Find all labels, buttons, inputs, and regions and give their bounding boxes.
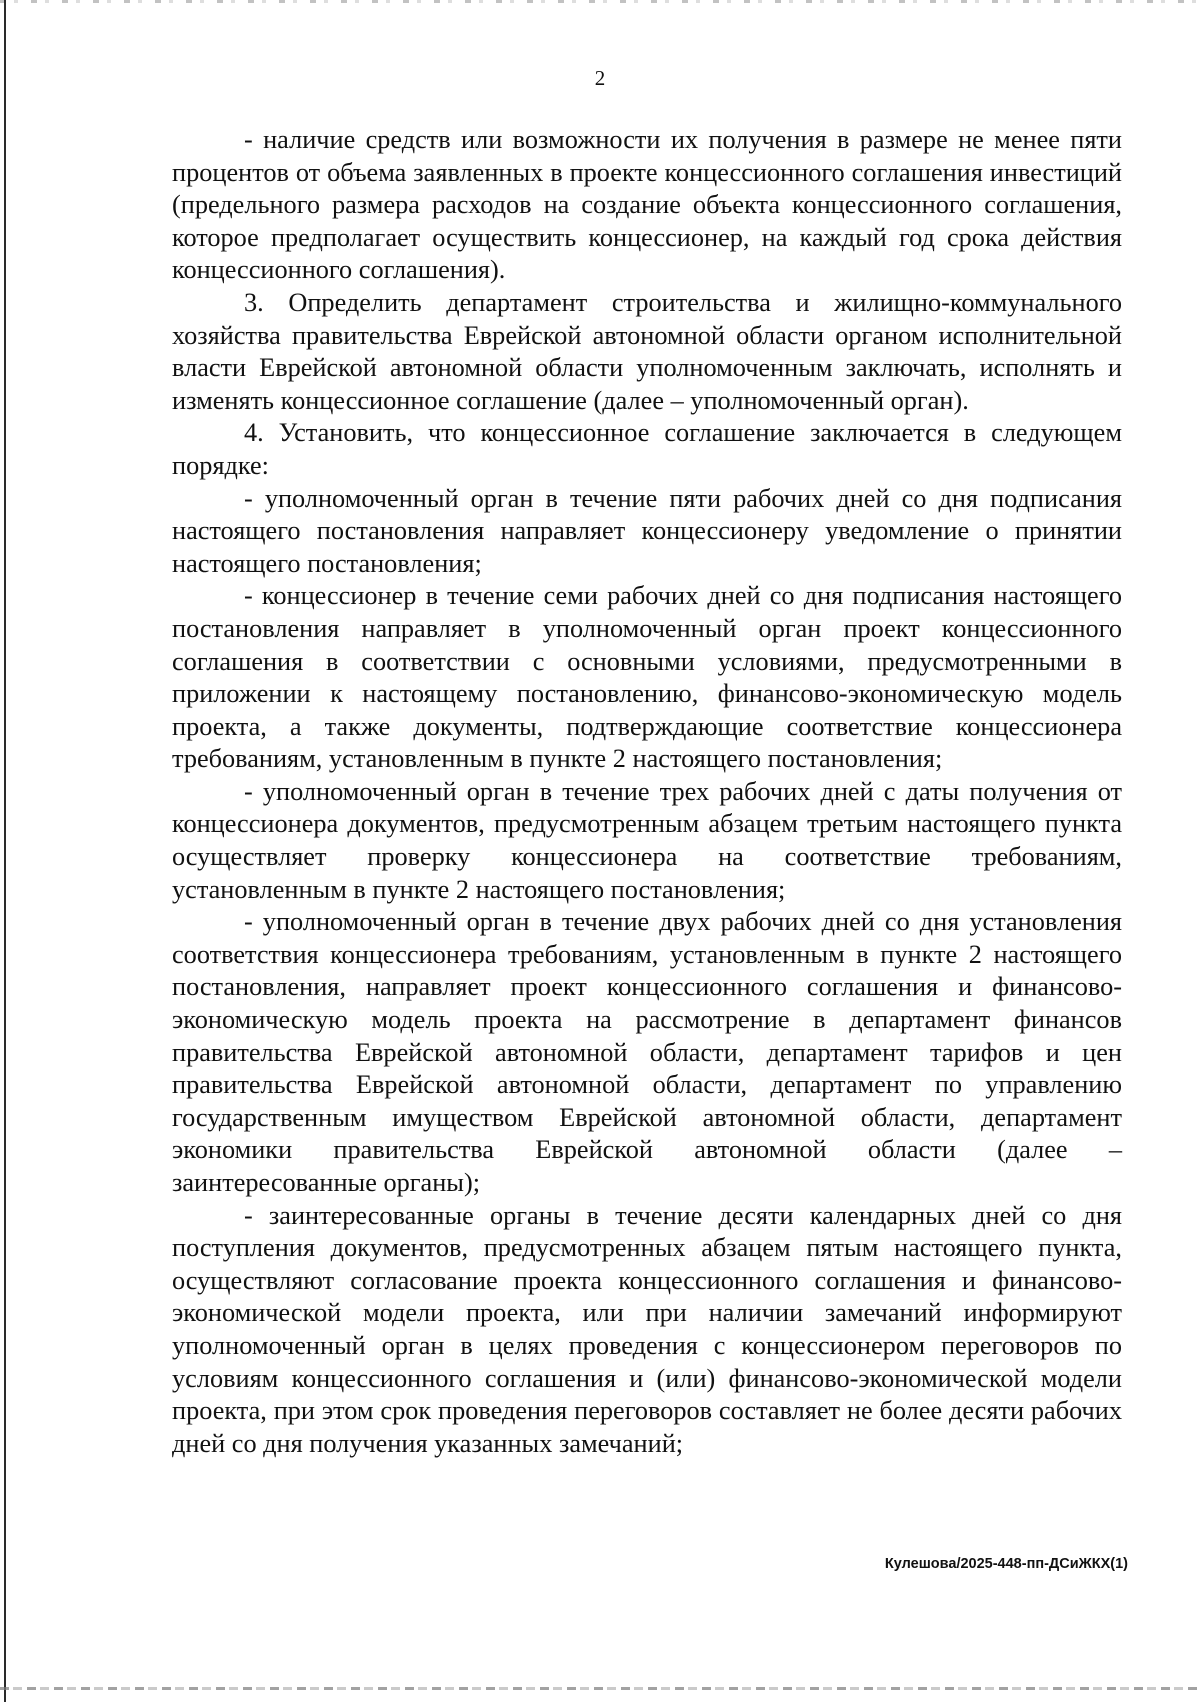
paragraph-approval: - заинтересованные органы в течение десяти календарных дней со дня поступления документов, предусмотренных абзацем пятым настоящего пункта, осуществляют согласование проекта концессионного соглашения и финансово-экономической модели проекта, или при наличии замечаний информируют уполномоченный орган в целях проведения с концессионером переговоров по условиям концессионного соглашения и (или) финансово-экономической модели проекта, при этом срок проведения переговоров составляет не более десяти рабочих дней со дня получения указанных замечаний;: [172, 1200, 1122, 1458]
document-footer-code: Кулешова/2025-448-пп-ДСиЖКХ(1): [884, 1556, 1128, 1572]
scan-edge-top: [0, 0, 1200, 3]
paragraph-concessionaire-submission: - концессионер в течение семи рабочих дней со дня подписания настоящего постановления направляет в уполномоченный орган проект концессионного соглашения в соответствии с основными условиями, предусмотренными в приложении к настоящему постановлению, финансово-экономическую модель проекта, а также документы, подтверждающие соответствие концессионера требованиям, установленным в пункте 2 настоящего постановления;: [172, 581, 1122, 774]
scan-edge-left: [4, 0, 6, 1702]
paragraph-funds-requirement: - наличие средств или возможности их получения в размере не менее пяти процентов от объема заявленных в проекте концессионного соглашения инвестиций (предельного размера расходов на создание объекта концессионного соглашения, которое предполагает осуществить концессионер, на каждый год срока действия концессионного соглашения).: [172, 125, 1122, 285]
scan-edge-bottom: [0, 1687, 1200, 1690]
paragraph-verification: - уполномоченный орган в течение трех рабочих дней с даты получения от концессионера документов, предусмотренным абзацем третьим настоящего пункта осуществляет проверку концессионера на соответствие требованиям, установленным в пункте 2 настоящего постановления;: [172, 776, 1122, 904]
document-body: [172, 124, 1122, 1460]
paragraph-item-4: 4. Установить, что концессионное соглашение заключается в следующем порядке:: [172, 418, 1122, 480]
paragraph-notification: - уполномоченный орган в течение пяти рабочих дней со дня подписания настоящего постановления направляет концессионеру уведомление о принятии настоящего постановления;: [172, 483, 1122, 578]
page-number: 2: [594, 66, 606, 90]
paragraph-forwarding: - уполномоченный орган в течение двух рабочих дней со дня установления соответствия концессионера требованиям, установленным в пункте 2 настоящего постановления, направляет проект концессионного соглашения и финансово-экономическую модель проекта на рассмотрение в департамент финансов правительства Еврейской автономной области, департамент тарифов и цен правительства Еврейской автономной области, департамент по управлению государственным имуществом Еврейской автономной области, департамент экономики правительства Еврейской автономной области (далее – заинтересованные органы);: [172, 907, 1122, 1197]
paragraph-item-3: 3. Определить департамент строительства и жилищно-коммунального хозяйства правительства Еврейской автономной области органом исполнительной власти Еврейской автономной области уполномоченным заключать, исполнять и изменять концессионное соглашение (далее – уполномоченный орган).: [172, 287, 1122, 415]
